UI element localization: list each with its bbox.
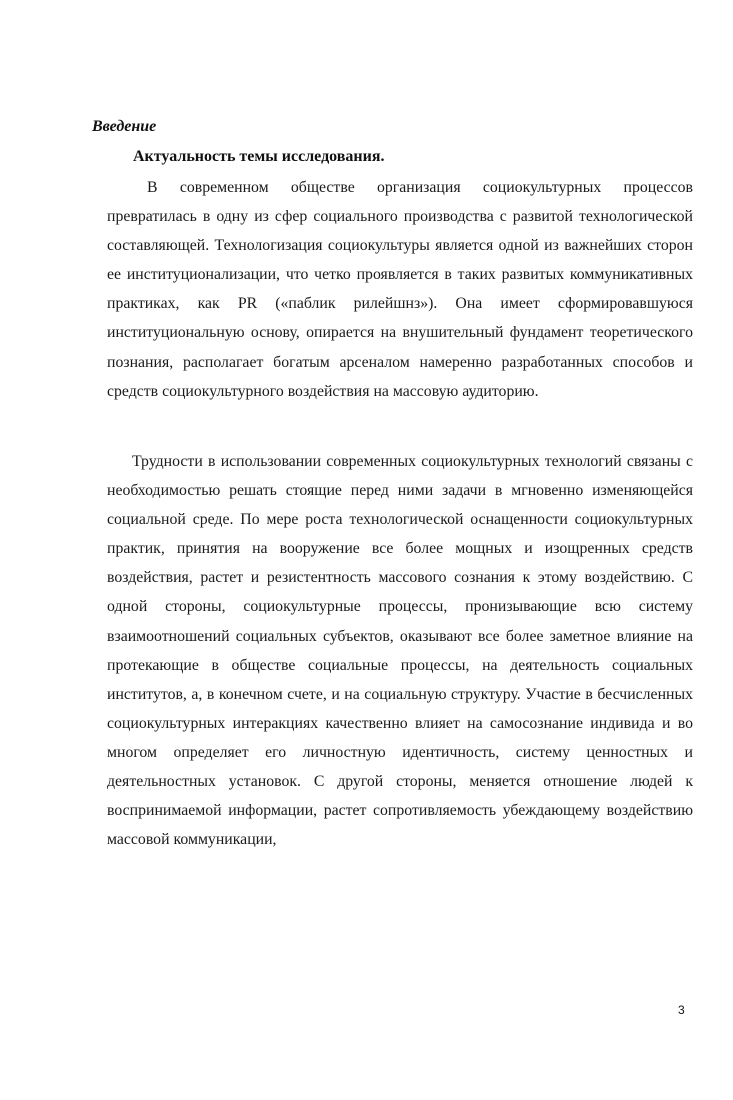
paragraph-2: Трудности в использовании современных социокультурных технологий связаны с необходимостью решать стоящие перед ними задачи в мгновенно изменяющейся социальной среде. По мере роста технологической оснащенности социокультурных практик, принятия на вооружение все более мощных и изощренных средств воздействия, растет и резистентность массового сознания к этому воздействию. С одной стороны, социокультурные процессы, пронизывающие всю систему взаимоотношений социальных субъектов, оказывают все более заметное влияние на протекающие в обществе социальные процессы, на деятельность социальных институтов, а, в конечном счете, и на социальную структуру. Участие в бесчисленных социокультурных интеракциях качественно влияет на самосознание индивида и во многом определяет его личностную идентичность, систему ценностных и деятельностных установок. С другой стороны, меняется отношение людей к воспринимаемой информации, растет сопротивляемость убеждающему воздействию массовой коммуникации, [107, 453, 693, 849]
page-number: 3 [678, 1003, 685, 1017]
subheading: Актуальность темы исследования. [133, 148, 385, 165]
section-title: Введение [92, 118, 157, 135]
paragraph-1: В современном обществе организация социокультурных процессов превратилась в одну из сфер социального производства с развитой технологической составляющей. Технологизация социокультуры является одной из важнейших сторон ее институционализации, что четко проявляется в таких развитых коммуникативных практиках, как PR («паблик рилейшнз»). Она имеет сформировавшуюся институциональную основу, опирается на внушительный фундамент теоретического познания, располагает богатым арсеналом намеренно разработанных способов и средств социокультурного воздействия на массовую аудиторию. [107, 179, 693, 400]
